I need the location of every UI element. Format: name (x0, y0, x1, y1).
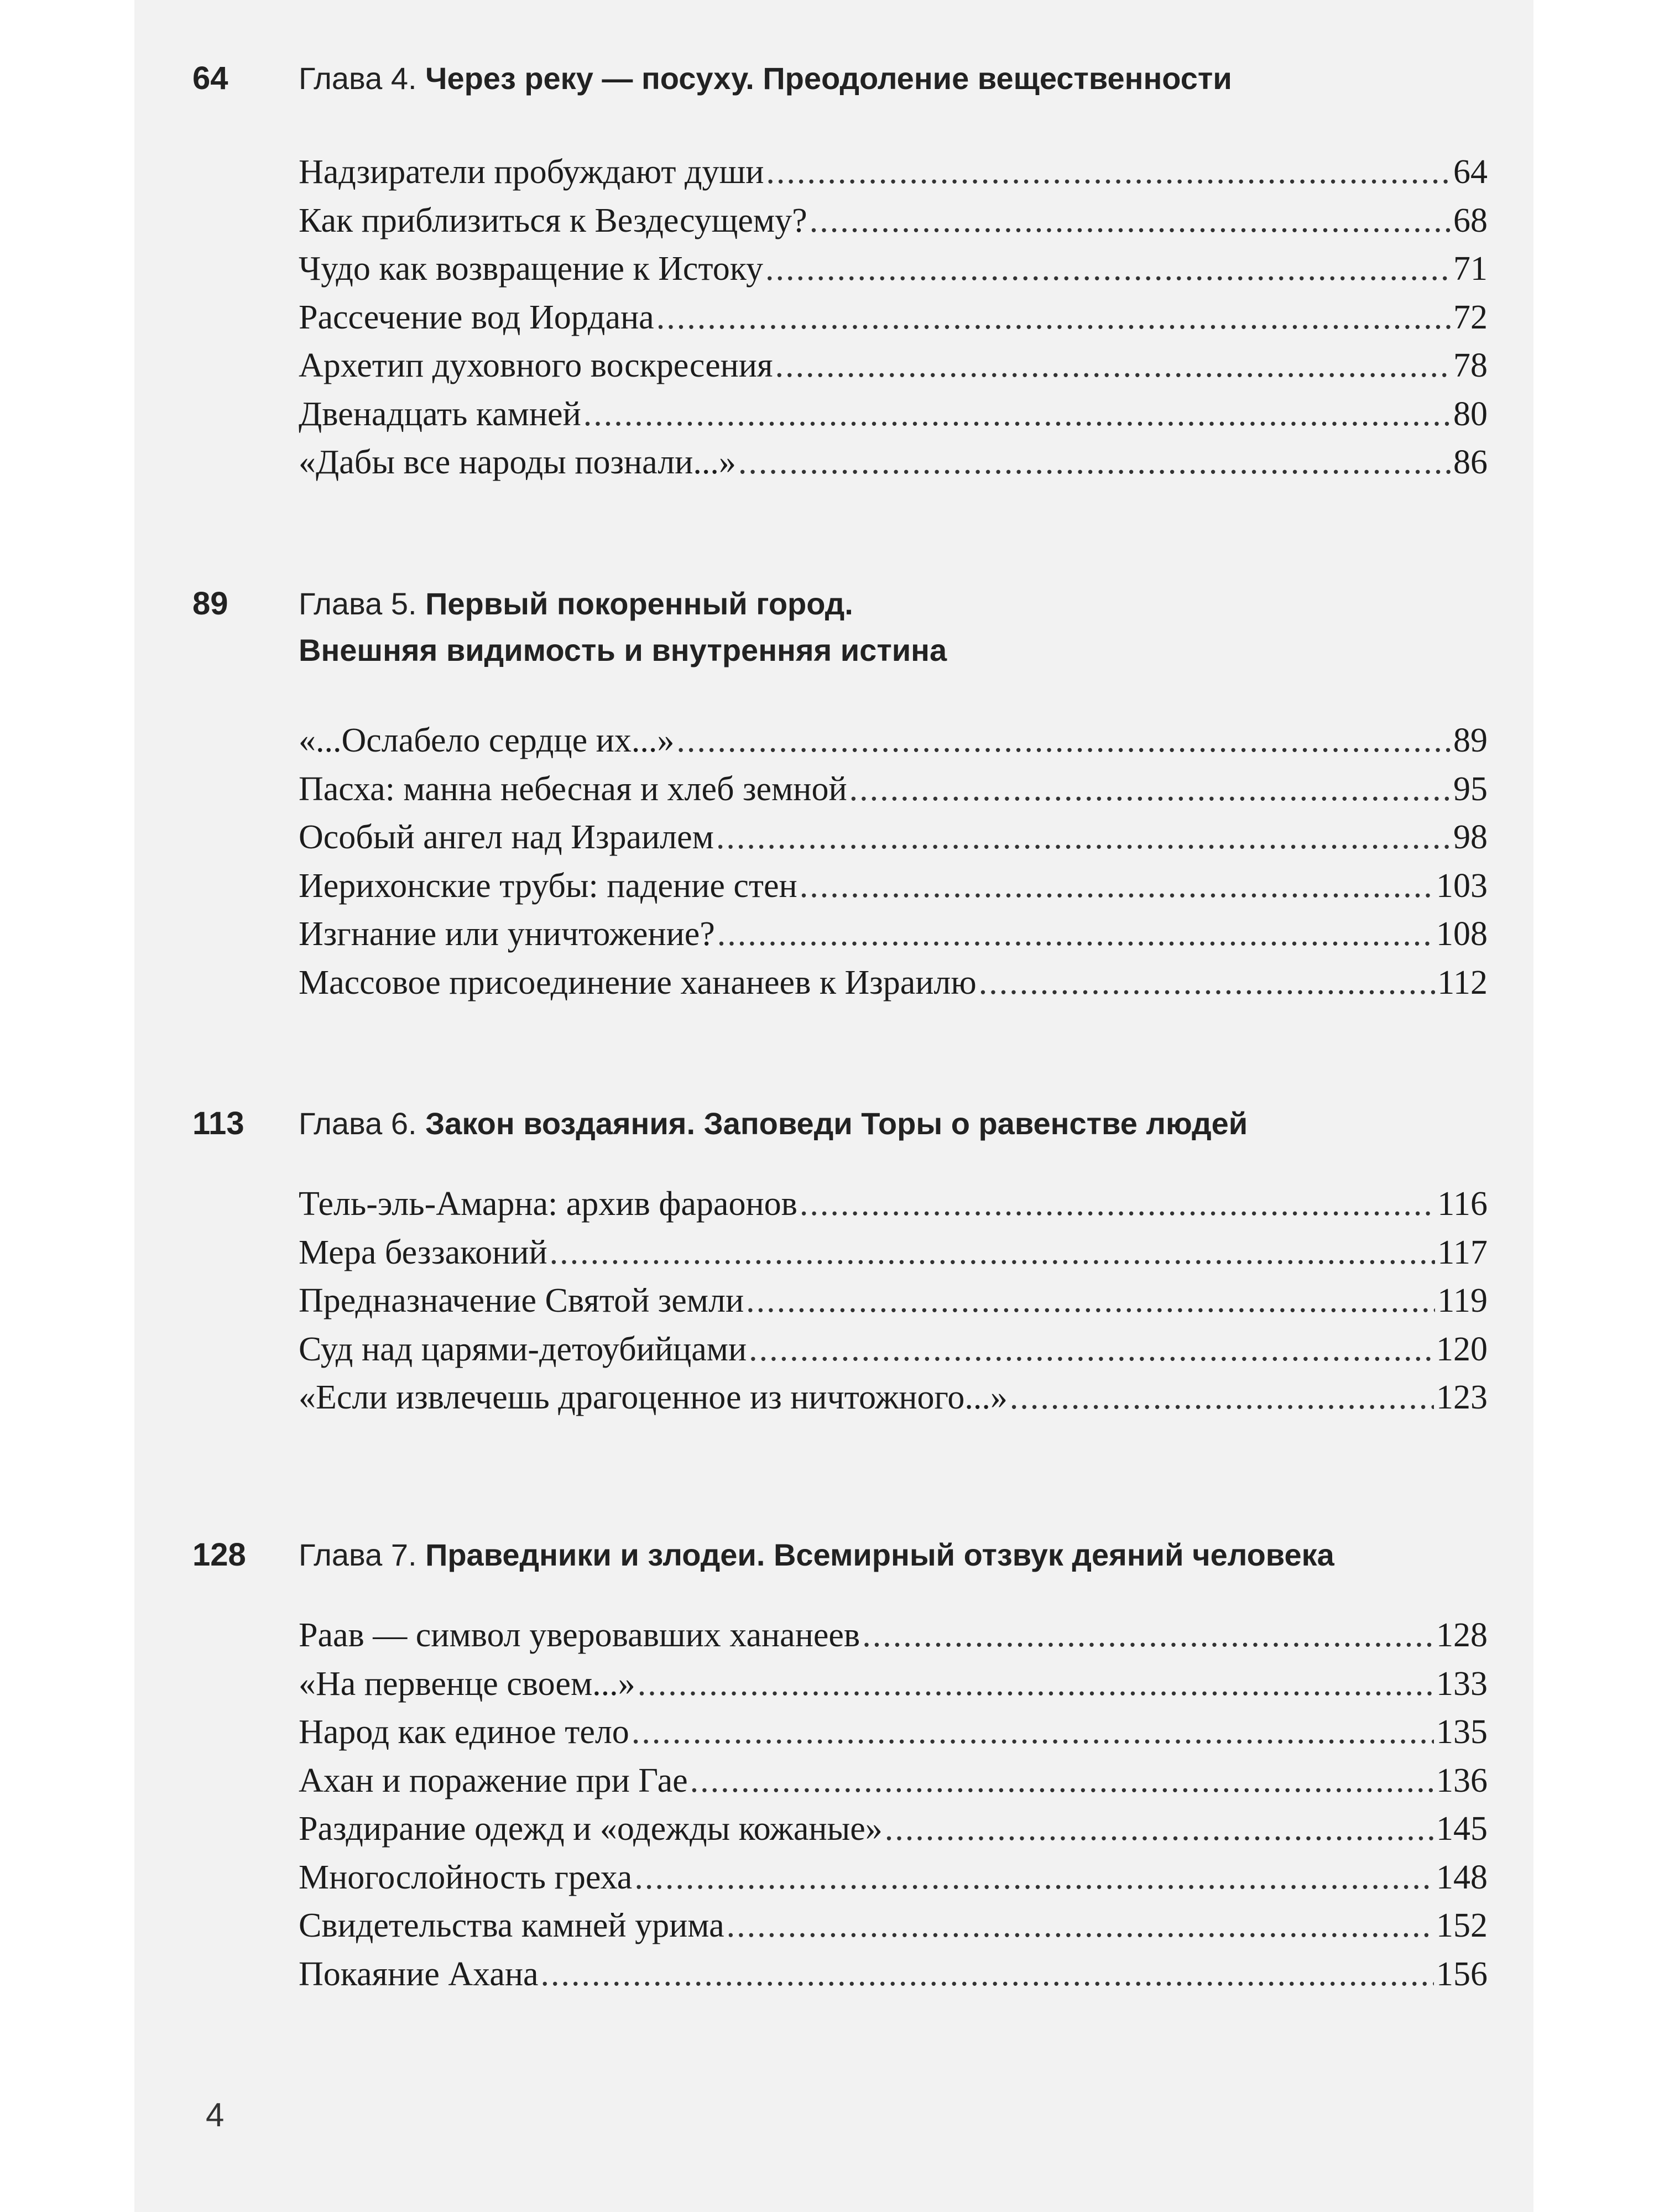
toc-entry[interactable] (299, 1326, 1488, 1374)
dot-leader (727, 1902, 1434, 1950)
toc-entry-page: 152 (1436, 1907, 1488, 1944)
toc-entry-title: Надзиратели пробуждают души (299, 153, 764, 191)
dot-leader (738, 439, 1451, 487)
toc-entry[interactable] (299, 390, 1488, 439)
toc-entry-page: 135 (1436, 1713, 1488, 1751)
toc-entries (299, 148, 1488, 487)
toc-entry-page: 80 (1453, 395, 1488, 433)
toc-entry[interactable] (299, 439, 1488, 487)
toc-entry-page: 156 (1436, 1955, 1488, 1993)
toc-entries (299, 717, 1488, 1007)
toc-entry-page: 117 (1437, 1233, 1488, 1271)
dot-leader (676, 717, 1451, 765)
toc-entry-page: 112 (1437, 963, 1488, 1001)
toc-entry-title: Двенадцать камней (299, 395, 581, 433)
toc-entry-page: 128 (1436, 1616, 1488, 1654)
toc-entry-page: 78 (1453, 347, 1488, 384)
toc-entries (299, 1611, 1488, 1999)
toc-entry-page: 72 (1453, 298, 1488, 336)
toc-entry-page: 95 (1453, 770, 1488, 808)
toc-entry[interactable] (299, 765, 1488, 814)
dot-leader (800, 1180, 1435, 1229)
page-number: 4 (206, 2096, 225, 2133)
toc-entry[interactable] (299, 1229, 1488, 1277)
toc-entry-title: Особый ангел над Израилем (299, 818, 714, 856)
toc-entry[interactable] (299, 959, 1488, 1008)
toc-entry[interactable] (299, 1950, 1488, 1999)
toc-entry-title: Покаяние Ахана (299, 1955, 539, 1993)
toc-entry-title: Народ как единое тело (299, 1713, 629, 1751)
chapter-heading: Праведники и злодеи. Всемирный отзвук деяний человека (425, 1537, 1334, 1572)
dot-leader (849, 765, 1451, 814)
toc-entry[interactable] (299, 1374, 1488, 1422)
dot-leader (749, 1326, 1434, 1374)
dot-leader (656, 294, 1451, 342)
toc-entry-title: Мера беззаконий (299, 1233, 547, 1271)
toc-entry[interactable] (299, 1180, 1488, 1229)
toc-entry[interactable] (299, 1611, 1488, 1660)
chapter-label: Глава 6. (299, 1106, 417, 1141)
dot-leader (810, 197, 1451, 246)
toc-entry-page: 145 (1436, 1810, 1488, 1848)
toc-entry[interactable] (299, 1708, 1488, 1757)
chapter-label: Глава 5. (299, 586, 417, 621)
toc-entry-title: «Дабы все народы познали...» (299, 444, 736, 481)
chapter-page-number: 113 (192, 1105, 244, 1141)
toc-entry-title: «...Ослабело сердце их...» (299, 722, 675, 759)
toc-entry-page: 133 (1436, 1665, 1488, 1703)
toc-entries (299, 1180, 1488, 1422)
toc-entry-page: 64 (1453, 153, 1488, 191)
toc-entry-page: 120 (1436, 1330, 1488, 1368)
toc-entry-title: Пасха: манна небесная и хлеб земной (299, 770, 847, 808)
toc-entry[interactable] (299, 1277, 1488, 1326)
toc-entry[interactable] (299, 197, 1488, 246)
toc-entry-title: Изгнание или уничтожение? (299, 915, 715, 953)
toc-entry[interactable] (299, 910, 1488, 959)
toc-entry-title: Иерихонские трубы: падение стен (299, 867, 797, 905)
toc-entry-title: Архетип духовного воскресения (299, 347, 773, 384)
dot-leader (746, 1277, 1435, 1326)
toc-entry-page: 119 (1437, 1282, 1488, 1319)
dot-leader (775, 342, 1452, 390)
toc-entry-page: 108 (1436, 915, 1488, 953)
toc-entry-page: 89 (1453, 722, 1488, 759)
toc-entry[interactable] (299, 1660, 1488, 1709)
toc-entry-title: Массовое присоединение хананеев к Израилю (299, 963, 977, 1001)
toc-entry-page: 68 (1453, 201, 1488, 239)
chapter-label: Глава 7. (299, 1537, 417, 1572)
toc-entry[interactable] (299, 1805, 1488, 1854)
chapter-title (299, 55, 1515, 102)
toc-entry-page: 148 (1436, 1858, 1488, 1896)
dot-leader (766, 148, 1451, 197)
toc-entry-page: 86 (1453, 444, 1488, 481)
toc-entry[interactable] (299, 148, 1488, 197)
chapter-page-number: 128 (192, 1537, 246, 1573)
dot-leader (541, 1950, 1434, 1999)
toc-entry-title: «Если извлечешь драгоценное из ничтожного...» (299, 1379, 1008, 1416)
dot-leader (862, 1611, 1434, 1660)
toc-entry[interactable] (299, 862, 1488, 911)
toc-entry-title: Чудо как возвращение к Истоку (299, 250, 763, 288)
toc-entry[interactable] (299, 1854, 1488, 1902)
toc-entry-title: Многослойность греха (299, 1858, 633, 1896)
toc-entry-page: 98 (1453, 818, 1488, 856)
toc-entry-page: 123 (1436, 1379, 1488, 1416)
chapter-heading: Закон воздаяния. Заповеди Торы о равенстве людей (425, 1106, 1248, 1141)
toc-entry[interactable] (299, 1757, 1488, 1806)
toc-entry-title: Суд над царями-детоубийцами (299, 1330, 747, 1368)
chapter-title (299, 1100, 1515, 1147)
toc-entry-page: 116 (1437, 1185, 1488, 1223)
toc-entry[interactable] (299, 813, 1488, 862)
dot-leader (716, 813, 1451, 862)
chapter-page-number: 64 (192, 60, 228, 96)
toc-entry-title: Предназначение Святой земли (299, 1282, 744, 1319)
dot-leader (638, 1660, 1434, 1709)
dot-leader (800, 862, 1434, 911)
toc-entry-page: 71 (1453, 250, 1488, 288)
dot-leader (632, 1708, 1434, 1757)
chapter-heading: Через реку — посуху. Преодоление вещественности (425, 61, 1232, 96)
toc-entry-title: Рассечение вод Иордана (299, 298, 654, 336)
toc-entry-page: 103 (1436, 867, 1488, 905)
toc-entry-page: 136 (1436, 1761, 1488, 1799)
chapter-heading: Первый покоренный город. (425, 586, 853, 621)
dot-leader (1010, 1374, 1434, 1422)
toc-entry-title: «На первенце своем...» (299, 1665, 635, 1703)
toc-entry-title: Ахан и поражение при Гае (299, 1761, 688, 1799)
chapter-page-number: 89 (192, 586, 228, 622)
dot-leader (717, 910, 1434, 959)
toc-entry-title: Свидетельства камней урима (299, 1907, 724, 1944)
dot-leader (765, 245, 1451, 294)
toc-entry-title: Раздирание одежд и «одежды кожаные» (299, 1810, 883, 1848)
chapter-title (299, 1532, 1515, 1578)
dot-leader (583, 390, 1451, 439)
dot-leader (634, 1854, 1434, 1902)
dot-leader (885, 1805, 1434, 1854)
chapter-label: Глава 4. (299, 61, 417, 96)
toc-entry-title: Тель-эль-Амарна: архив фараонов (299, 1185, 797, 1223)
dot-leader (690, 1757, 1434, 1806)
toc-entry[interactable] (299, 245, 1488, 294)
toc-entry[interactable] (299, 717, 1488, 765)
chapter-title (299, 581, 1515, 674)
toc-entry-title: Как приблизиться к Вездесущему? (299, 201, 807, 239)
toc-entry[interactable] (299, 294, 1488, 342)
toc-entry[interactable] (299, 342, 1488, 390)
dot-leader (550, 1229, 1436, 1277)
chapter-heading-line-2: Внешняя видимость и внутренняя истина (299, 633, 947, 667)
dot-leader (979, 959, 1436, 1008)
toc-entry[interactable] (299, 1902, 1488, 1950)
toc-entry-title: Раав — символ уверовавших хананеев (299, 1616, 860, 1654)
